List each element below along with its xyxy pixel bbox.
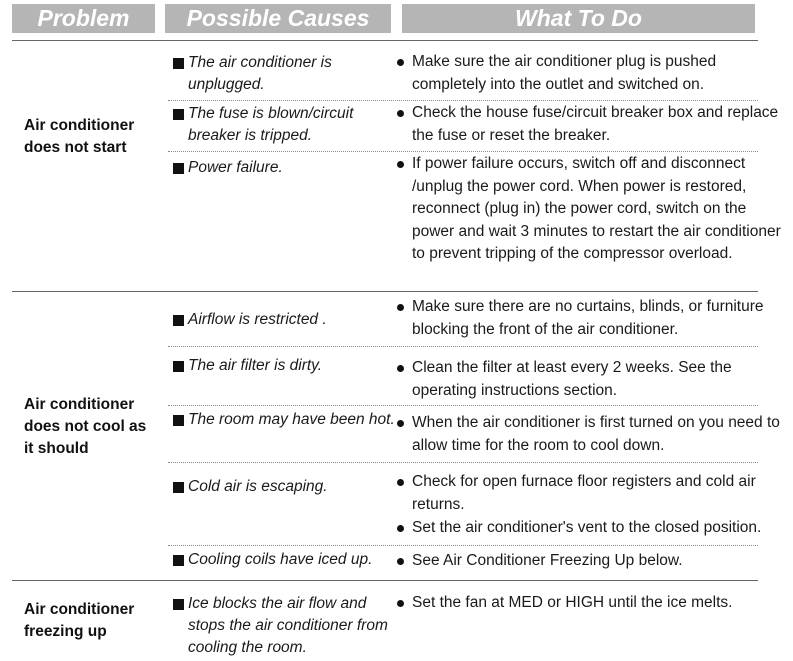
cause-text: Cold air is escaping. bbox=[188, 478, 328, 495]
square-bullet-icon bbox=[173, 109, 184, 120]
header-problem: Problem bbox=[12, 4, 155, 33]
bullet-icon bbox=[397, 161, 404, 168]
action-clear-blockage bbox=[396, 296, 792, 341]
problem-does-not-start: Air conditioner does not start bbox=[24, 117, 135, 156]
row-divider bbox=[168, 100, 758, 101]
square-bullet-icon bbox=[173, 361, 184, 372]
action-clean-filter bbox=[396, 357, 792, 402]
action-text: When the air conditioner is first turned on you need to allow time for the room to cool down. bbox=[412, 414, 780, 454]
cause-text: The room may have been hot. bbox=[188, 411, 395, 428]
problem-does-not-cool: Air conditioner does not cool as it should bbox=[24, 396, 147, 457]
problem-freezing-up: Air conditioner freezing up bbox=[24, 601, 135, 640]
action-text: If power failure occurs, switch off and disconnect /unplug the power cord. When power is restored, reconnect (plug in) the power cord, switch on the power and wait 3 minutes to restart the air conditioner to prevent tripping of the compressor overload. bbox=[412, 155, 781, 262]
bullet-icon bbox=[397, 420, 404, 427]
cause-unplugged bbox=[173, 52, 403, 96]
action-text: Set the fan at MED or HIGH until the ice melts. bbox=[412, 594, 733, 611]
cause-cold-air-escaping bbox=[173, 476, 403, 498]
cause-coils-iced bbox=[173, 549, 403, 571]
action-text: Check for open furnace floor registers and cold air returns. bbox=[412, 473, 756, 513]
row-divider bbox=[168, 405, 758, 406]
action-text: See Air Conditioner Freezing Up below. bbox=[412, 552, 683, 569]
row-divider bbox=[168, 151, 758, 152]
cause-filter-dirty bbox=[173, 355, 403, 377]
bullet-icon bbox=[397, 304, 404, 311]
action-set-fan bbox=[396, 592, 792, 615]
action-check-plug bbox=[396, 51, 792, 96]
action-text: Clean the filter at least every 2 weeks. See the operating instructions section. bbox=[412, 359, 732, 399]
action-text: Check the house fuse/circuit breaker box and replace the fuse or reset the breaker. bbox=[412, 104, 779, 144]
cause-text: Ice blocks the air flow and stops the air conditioner from cooling the room. bbox=[188, 595, 388, 656]
bullet-icon bbox=[397, 479, 404, 486]
square-bullet-icon bbox=[173, 599, 184, 610]
square-bullet-icon bbox=[173, 58, 184, 69]
square-bullet-icon bbox=[173, 315, 184, 326]
action-power-failure bbox=[396, 153, 792, 266]
section-divider bbox=[12, 580, 758, 581]
section-divider bbox=[12, 291, 758, 292]
square-bullet-icon bbox=[173, 555, 184, 566]
cause-power-failure bbox=[173, 157, 403, 179]
row-divider bbox=[168, 346, 758, 347]
bullet-icon bbox=[397, 110, 404, 117]
cause-ice-blocks bbox=[173, 593, 403, 659]
bullet-icon bbox=[397, 558, 404, 565]
cause-airflow-restricted bbox=[173, 309, 403, 331]
action-text: Make sure there are no curtains, blinds, or furniture blocking the front of the air conditioner. bbox=[412, 298, 764, 338]
square-bullet-icon bbox=[173, 415, 184, 426]
cause-text: The air conditioner is unplugged. bbox=[188, 54, 332, 93]
action-text: Make sure the air conditioner plug is pushed completely into the outlet and switched on. bbox=[412, 53, 717, 93]
action-text: Set the air conditioner's vent to the closed position. bbox=[412, 519, 762, 536]
square-bullet-icon bbox=[173, 163, 184, 174]
bullet-icon bbox=[397, 365, 404, 372]
bullet-icon bbox=[397, 59, 404, 66]
cause-text: The air filter is dirty. bbox=[188, 357, 323, 374]
header-possible-causes: Possible Causes bbox=[165, 4, 391, 33]
cause-fuse-blown bbox=[173, 103, 403, 147]
cause-text: Power failure. bbox=[188, 159, 283, 176]
cause-text: The fuse is blown/circuit breaker is tripped. bbox=[188, 105, 354, 144]
bullet-icon bbox=[397, 525, 404, 532]
square-bullet-icon bbox=[173, 482, 184, 493]
cause-text: Airflow is restricted . bbox=[188, 311, 327, 328]
action-see-freezing bbox=[396, 550, 792, 573]
action-close-vent bbox=[396, 517, 792, 540]
bullet-icon bbox=[397, 600, 404, 607]
cause-room-hot bbox=[173, 409, 403, 431]
header-what-to-do: What To Do bbox=[402, 4, 755, 33]
row-divider bbox=[168, 462, 758, 463]
section-divider bbox=[12, 40, 758, 41]
action-check-registers bbox=[396, 471, 792, 516]
action-allow-time bbox=[396, 412, 792, 457]
cause-text: Cooling coils have iced up. bbox=[188, 551, 373, 568]
action-check-fuse bbox=[396, 102, 792, 147]
row-divider bbox=[168, 545, 758, 546]
